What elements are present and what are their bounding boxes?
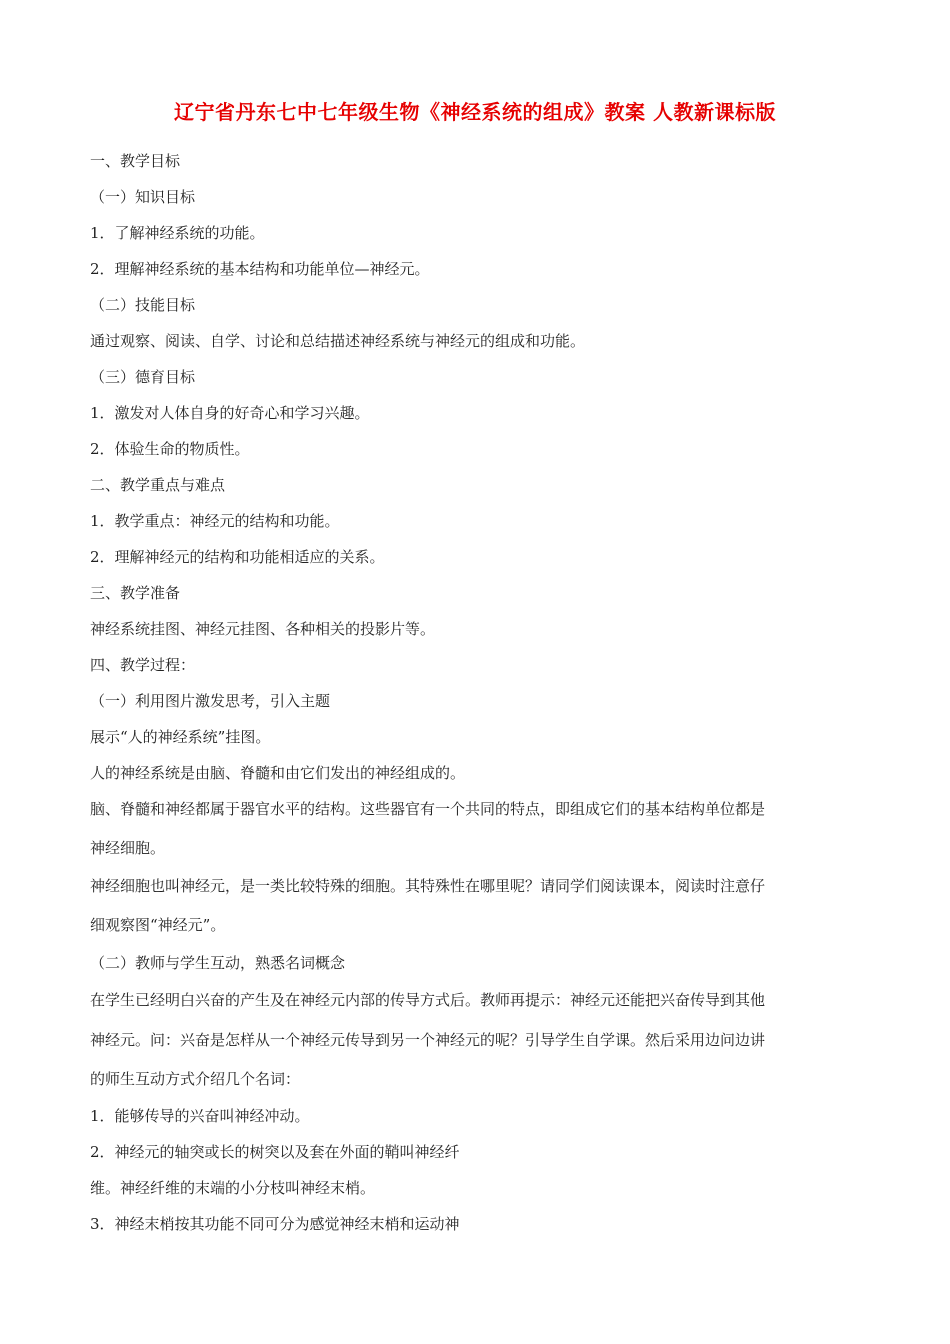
subheading-knowledge-goals: （一）知识目标 xyxy=(90,188,196,206)
paragraph-line: 1．激发对人体自身的好奇心和学习兴趣。 xyxy=(90,404,370,422)
paragraph-line: 的师生互动方式介绍几个名词： xyxy=(90,1070,301,1088)
paragraph-line: 3．神经末梢按其功能不同可分为感觉神经末梢和运动神 xyxy=(90,1215,460,1233)
document-title: 辽宁省丹东七中七年级生物《神经系统的组成》教案 人教新课标版 xyxy=(174,100,776,124)
paragraph-line: 2．理解神经系统的基本结构和功能单位—神经元。 xyxy=(90,260,430,278)
heading-preparation: 三、教学准备 xyxy=(90,584,181,602)
paragraph-line: 神经系统挂图、神经元挂图、各种相关的投影片等。 xyxy=(90,620,436,638)
paragraph-line: 细观察图“神经元”。 xyxy=(90,916,226,934)
subheading-interaction: （二）教师与学生互动，熟悉名词概念 xyxy=(90,954,346,972)
paragraph-line: 神经元。问：兴奋是怎样从一个神经元传导到另一个神经元的呢？引导学生自学课。然后采用边问边讲 xyxy=(90,1031,766,1049)
heading-teaching-process: 四、教学过程： xyxy=(90,656,196,674)
paragraph-line: 2．体验生命的物质性。 xyxy=(90,440,250,458)
paragraph-line: 2．理解神经元的结构和功能相适应的关系。 xyxy=(90,548,385,566)
paragraph-line: 人的神经系统是由脑、脊髓和由它们发出的神经组成的。 xyxy=(90,764,466,782)
paragraph-line: 在学生已经明白兴奋的产生及在神经元内部的传导方式后。教师再提示：神经元还能把兴奋传导到其他 xyxy=(90,991,766,1009)
paragraph-line: 通过观察、阅读、自学、讨论和总结描述神经系统与神经元的组成和功能。 xyxy=(90,332,586,350)
paragraph-line: 1．能够传导的兴奋叫神经冲动。 xyxy=(90,1107,310,1125)
paragraph-line: 2．神经元的轴突或长的树突以及套在外面的鞘叫神经纤 xyxy=(90,1143,460,1161)
subheading-introduce-topic: （一）利用图片激发思考，引入主题 xyxy=(90,692,331,710)
paragraph-line: 神经细胞也叫神经元，是一类比较特殊的细胞。其特殊性在哪里呢？请同学们阅读课本，阅读时注意仔 xyxy=(90,877,766,895)
paragraph-line: 展示“人的神经系统”挂图。 xyxy=(90,728,271,746)
subheading-moral-goals: （三）德育目标 xyxy=(90,368,196,386)
paragraph-line: 1．教学重点：神经元的结构和功能。 xyxy=(90,512,340,530)
heading-teaching-goals: 一、教学目标 xyxy=(90,152,181,170)
paragraph-line: 1．了解神经系统的功能。 xyxy=(90,224,265,242)
paragraph-line: 神经细胞。 xyxy=(90,839,166,857)
paragraph-line: 脑、脊髓和神经都属于器官水平的结构。这些器官有一个共同的特点，即组成它们的基本结构单位都是 xyxy=(90,800,766,818)
heading-key-points: 二、教学重点与难点 xyxy=(90,476,226,494)
paragraph-line: 维。神经纤维的末端的小分枝叫神经末梢。 xyxy=(90,1179,376,1197)
subheading-skill-goals: （二）技能目标 xyxy=(90,296,196,314)
